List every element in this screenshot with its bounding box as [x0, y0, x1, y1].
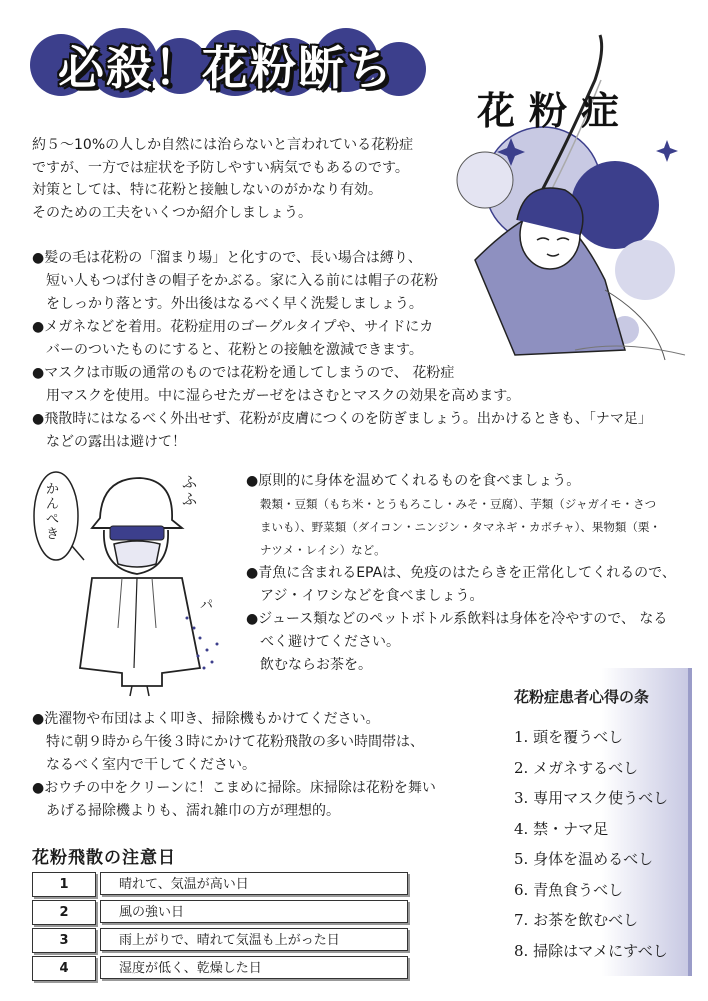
rules-list: [514, 722, 668, 966]
pollen-day-row: [32, 956, 410, 981]
pollen-day-row: [32, 900, 410, 925]
food-list-line: 穀類・豆類（もち米・とうもろこし・みそ・豆腐）、芋類（ジャガイモ・さつ: [260, 497, 657, 511]
pollen-day-text: 雨上がりで、晴れて気温も上がった日: [100, 928, 408, 951]
pollen-day-number: 1: [32, 872, 96, 897]
pollen-day-text: 風の強い日: [100, 900, 408, 923]
food-list-line: ナツメ・レイシ）など。: [260, 543, 386, 557]
rule-item: 7. お茶を飲むべし: [514, 911, 639, 929]
title-banner: [30, 28, 460, 118]
tip-line: 特に朝９時から午後３時にかけて花粉飛散の多い時間帯は、: [46, 734, 424, 750]
tip-line: 飲むならお茶を。: [260, 657, 372, 673]
pollen-day-number: 3: [32, 928, 96, 953]
rule-item: 5. 身体を温めるべし: [514, 850, 654, 868]
tip-line: 用マスクを使用。中に湿らせたガーゼをはさむとマスクの効果を高めます。: [46, 388, 521, 404]
tip-line: なるべく室内で干してください。: [46, 757, 256, 773]
rule-item: 4. 禁・ナマ足: [514, 819, 609, 838]
rules-box: [496, 668, 692, 976]
tips-list-2: [246, 470, 696, 677]
tip-line: ●髪の毛は花粉の「溜まり場」と化すので、長い場合は縛り、: [32, 250, 422, 266]
intro-line: そのための工夫をいくつか紹介しましょう。: [32, 204, 312, 221]
intro-line: 対策としては、特に花粉と接触しないのがかなり有効。: [32, 182, 382, 198]
tip-line: ●飛散時にはなるべく外出せず、花粉が皮膚につくのを防ぎましょう。出かけるときも、「ナマ足」: [32, 411, 652, 427]
pollen-day-row: [32, 928, 410, 953]
tip-line: などの露出は避けて！: [46, 434, 186, 450]
tip-line: ●原則的に身体を温めてくれるものを食べましょう。: [246, 473, 581, 489]
tip-line: あげる掃除機よりも、濡れ雑巾の方が理想的。: [46, 803, 340, 819]
tip-line: ●マスクは市販の通常のものでは花粉を通してしまうので、 花粉症: [32, 365, 455, 381]
kafunsho-banner: 花粉症: [477, 88, 634, 133]
pollen-day-row: [32, 872, 410, 897]
tip-line: ●ジュース類などのペットボトル系飲料は身体を冷やすので、 なる: [246, 611, 668, 627]
page-title: 必殺！花粉断ち: [58, 41, 394, 95]
intro-paragraph: [32, 134, 452, 224]
speech-bubble-text: かんぺき: [46, 482, 60, 542]
tip-line: ●メガネなどを着用。花粉症用のゴーグルタイプや、サイドにカ: [32, 319, 434, 335]
pollen-day-text: 湿度が低く、乾燥した日: [100, 956, 408, 979]
pollen-day-number: 2: [32, 900, 96, 925]
food-list-line: まいも）、野菜類（ダイコン・ニンジン・タマネギ・カボチャ）、果物類（栗・: [260, 520, 661, 534]
rules-heading: 花粉症患者心得の条: [514, 688, 650, 706]
tip-line: ●洗濯物や布団はよく叩き、掃除機もかけてください。: [32, 711, 380, 727]
tips-list-1: [32, 247, 692, 454]
masked-person-illustration: [22, 468, 242, 698]
tip-line: アジ・イワシなどを食べましょう。: [260, 588, 484, 604]
tip-line: ●青魚に含まれるEPAは、免疫のはたらきを正常化してくれるので、: [246, 565, 676, 581]
intro-line: 約５～10%の人しか自然には治らないと言われている花粉症: [32, 137, 414, 153]
tip-line: ●おウチの中をクリーンに！こまめに掃除。床掃除は花粉を舞い: [32, 780, 436, 796]
pa-text: パ: [200, 598, 214, 613]
rule-item: 3. 専用マスク使うべし: [514, 789, 669, 807]
intro-line: ですが、一方では症状を予防しやすい病気でもあるのです。: [32, 159, 409, 176]
rule-item: 8. 掃除はマメにすべし: [514, 941, 668, 960]
tip-line: バーのついたものにすると、花粉との接触を激減できます。: [46, 342, 423, 358]
tip-line: べく避けてください。: [260, 634, 400, 650]
tip-line: 短い人もつば付きの帽子をかぶる。家に入る前には帽子の花粉: [46, 273, 438, 289]
rule-item: 6. 青魚食うべし: [514, 880, 624, 899]
rule-item: 1. 頭を覆うべし: [514, 728, 624, 746]
fufu-text: ふふ: [182, 473, 198, 508]
tip-line: をしっかり落とす。外出後はなるべく早く洗髪しましょう。: [46, 296, 423, 312]
rule-item: 2. メガネするべし: [514, 758, 639, 777]
pollen-days-heading: 花粉飛散の注意日: [32, 848, 176, 868]
tips-list-3: [32, 708, 482, 823]
pollen-day-text: 晴れて、気温が高い日: [100, 872, 408, 895]
pollen-day-number: 4: [32, 956, 96, 981]
